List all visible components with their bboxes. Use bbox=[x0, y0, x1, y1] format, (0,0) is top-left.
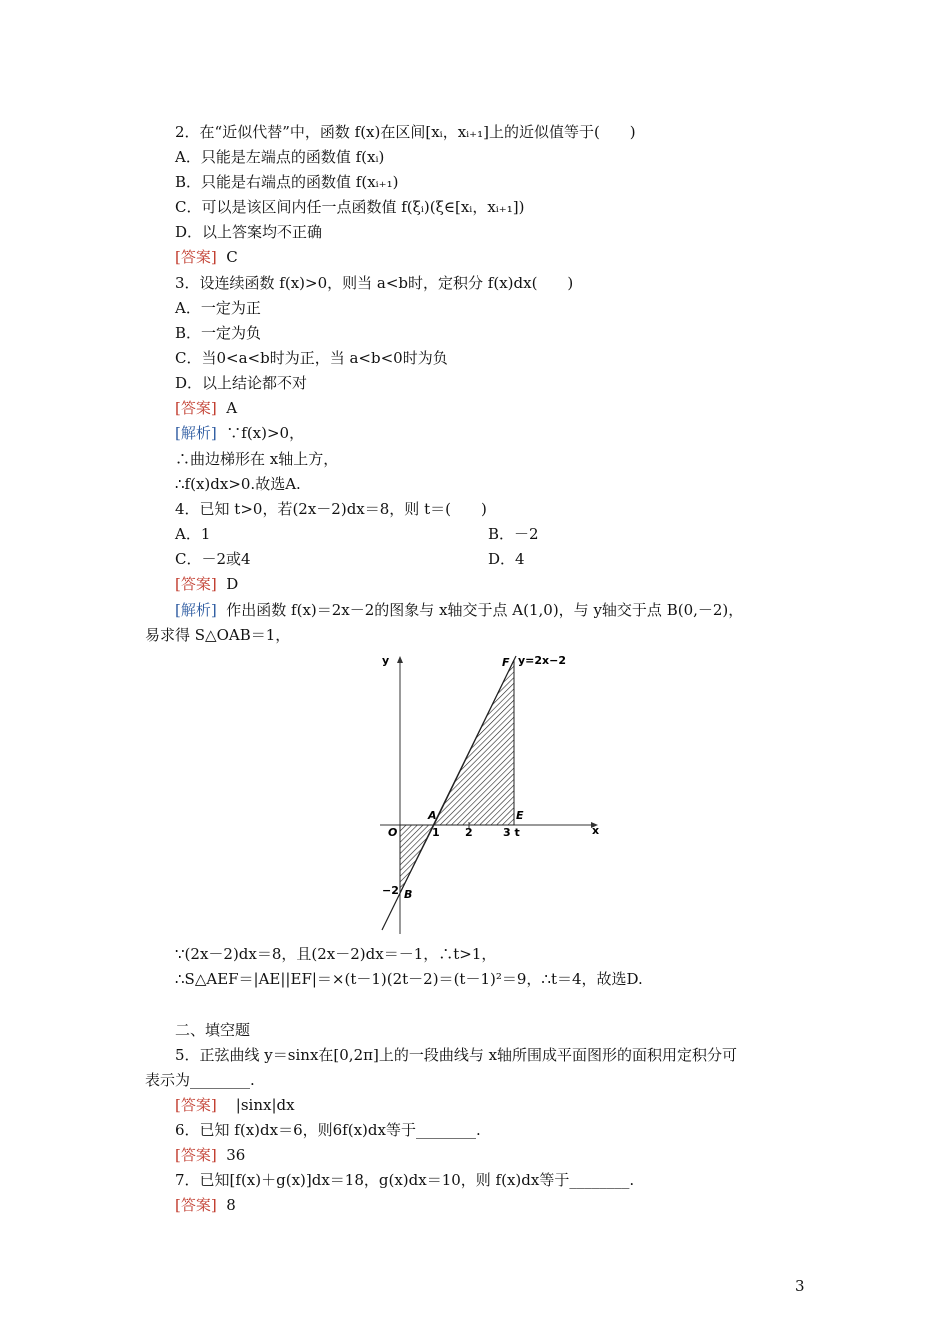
y-axis-arrow bbox=[397, 656, 403, 663]
q2-answer-line bbox=[175, 246, 238, 268]
q3-answer: A bbox=[226, 399, 238, 417]
q3-analysis-line bbox=[175, 422, 304, 444]
q5-stem-2: 表示为________. bbox=[145, 1071, 255, 1089]
y-tick-neg2-label: −2 bbox=[382, 884, 399, 897]
q3-option-c: C．当0<a<b时为正，当 a<b<0时为负 bbox=[175, 349, 448, 367]
q4-stem: 4．已知 t>0，若(2x－2)dx＝8，则 t＝( ) bbox=[175, 500, 487, 518]
q4-option-b: B．－2 bbox=[488, 525, 539, 543]
q4-option-d: D．4 bbox=[488, 550, 525, 568]
q4-analysis-1: 作出函数 f(x)＝2x－2的图象与 x轴交于点 A(1,0)，与 y轴交于点 B(0,－2)， bbox=[226, 601, 744, 619]
x-axis-label: x bbox=[592, 824, 600, 837]
answer-tag: [答案] bbox=[175, 575, 217, 593]
point-E-label: E bbox=[516, 809, 524, 822]
q3-analysis-3: ∴f(x)dx>0.故选A. bbox=[175, 475, 301, 493]
q6-stem: 6．已知 f(x)dx＝6，则6f(x)dx等于________. bbox=[175, 1121, 481, 1139]
answer-tag: [答案] bbox=[175, 1196, 217, 1214]
point-F-label: F bbox=[502, 656, 510, 669]
q4-after-2: ∴S△AEF＝|AE||EF|＝×(t－1)(2t－2)＝(t－1)²＝9，∴t＝4，故选D. bbox=[175, 970, 643, 988]
q3-analysis-2: ∴曲边梯形在 x轴上方， bbox=[175, 450, 339, 468]
q4-after-1: ∵(2x－2)dx＝8，且(2x－2)dx＝－1，∴t>1， bbox=[175, 945, 497, 963]
q2-option-a: A．只能是左端点的函数值 f(xᵢ) bbox=[175, 148, 385, 166]
page-number: 3 bbox=[795, 1277, 805, 1295]
origin-label: O bbox=[388, 826, 398, 839]
q5-answer-line bbox=[175, 1094, 295, 1116]
q4-analysis-line bbox=[175, 599, 743, 621]
q2-option-b: B．只能是右端点的函数值 f(xᵢ₊₁) bbox=[175, 173, 399, 191]
q5-stem-1: 5．正弦曲线 y＝sinx在[0,2π]上的一段曲线与 x轴所围成平面图形的面积用定积分可 bbox=[175, 1046, 738, 1064]
q7-answer: 8 bbox=[226, 1196, 236, 1214]
q7-answer-line bbox=[175, 1194, 236, 1216]
q2-option-c: C．可以是该区间内任一点函数值 f(ξᵢ)(ξ∈[xᵢ，xᵢ₊₁]) bbox=[175, 198, 525, 216]
point-A-label: A bbox=[428, 809, 437, 822]
section-heading: 二、填空题 bbox=[175, 1021, 251, 1039]
q4-answer-line bbox=[175, 573, 238, 595]
analysis-tag: [解析] bbox=[175, 424, 217, 442]
point-B-label: B bbox=[404, 888, 413, 901]
q3-option-d: D．以上结论都不对 bbox=[175, 374, 308, 392]
q6-answer-line bbox=[175, 1144, 245, 1166]
q3-stem: 3．设连续函数 f(x)>0，则当 a<b时，定积分 f(x)dx( ) bbox=[175, 274, 574, 292]
x-tick-1-label: 1 bbox=[432, 826, 440, 839]
function-graph-figure bbox=[362, 648, 602, 938]
answer-tag: [答案] bbox=[175, 399, 217, 417]
curve-label: y=2x−2 bbox=[518, 654, 567, 667]
q2-stem: 2．在“近似代替”中，函数 f(x)在区间[xᵢ，xᵢ₊₁]上的近似值等于( ) bbox=[175, 123, 636, 141]
q4-answer: D bbox=[226, 575, 239, 593]
q4-analysis-2: 易求得 S△OAB＝1， bbox=[145, 626, 291, 644]
y-axis-label: y bbox=[382, 654, 390, 667]
q4-option-a: A．1 bbox=[175, 525, 211, 543]
answer-tag: [答案] bbox=[175, 1146, 217, 1164]
q2-option-d: D．以上答案均不正确 bbox=[175, 223, 323, 241]
analysis-tag: [解析] bbox=[175, 601, 217, 619]
q3-answer-line bbox=[175, 397, 237, 419]
q6-answer: 36 bbox=[226, 1146, 246, 1164]
q3-analysis-1: ∵f(x)>0， bbox=[226, 424, 305, 442]
x-tick-2-label: 2 bbox=[465, 826, 473, 839]
q3-option-a: A．一定为正 bbox=[175, 299, 261, 317]
q5-answer: |sinx|dx bbox=[235, 1096, 295, 1114]
q4-option-c: C．－2或4 bbox=[175, 550, 251, 568]
q2-answer: C bbox=[226, 248, 238, 266]
answer-tag: [答案] bbox=[175, 248, 217, 266]
x-tick-3t-label: 3 t bbox=[503, 826, 520, 839]
q3-option-b: B．一定为负 bbox=[175, 324, 262, 342]
q7-stem: 7．已知[f(x)＋g(x)]dx＝18，g(x)dx＝10，则 f(x)dx等于________. bbox=[175, 1171, 635, 1189]
answer-tag: [答案] bbox=[175, 1096, 217, 1114]
